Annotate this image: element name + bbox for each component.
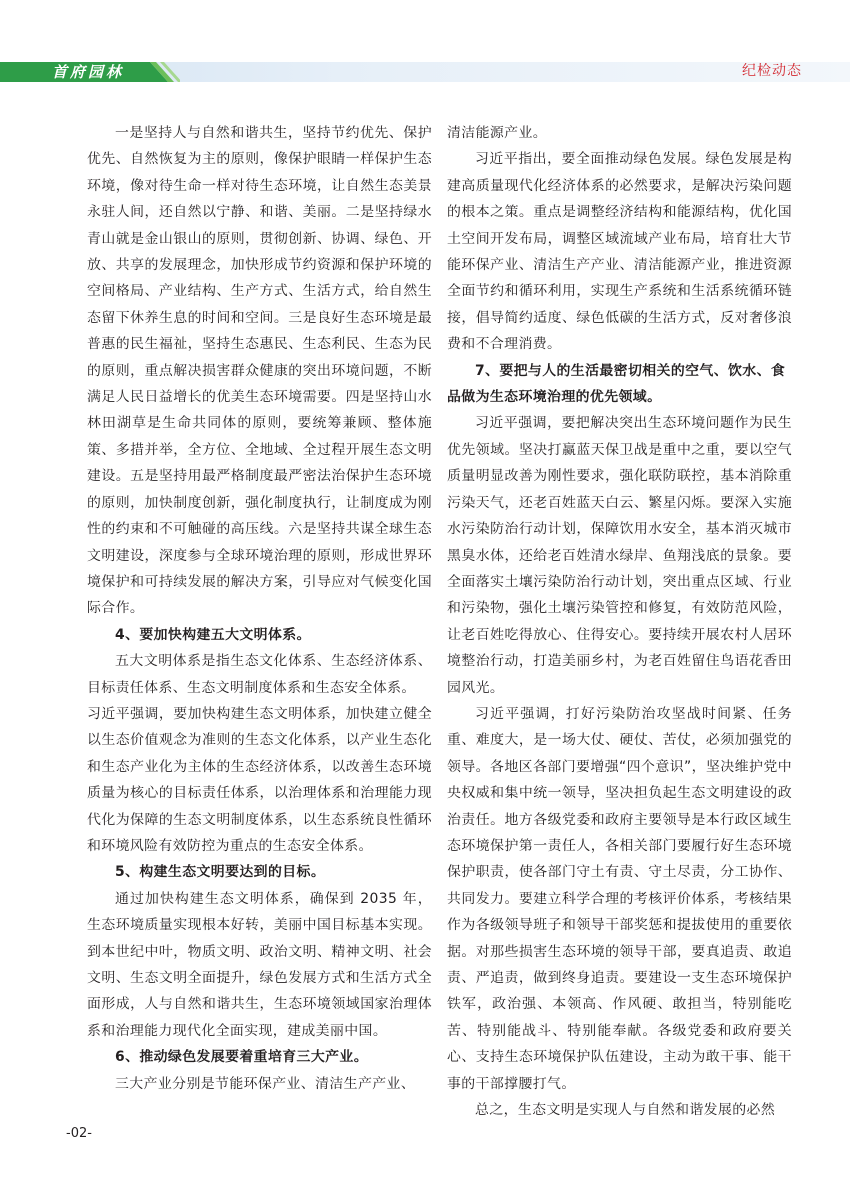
paragraph: 习近平强调，打好污染防治攻坚战时间紧、任务重、难度大，是一场大仗、硬仗、苦仗，必须加强党的领导。各地区各部门要增强“四个意识”，坚决维护党中央权威和集中统一领导，坚决担负起生态文明建设的政治责任。地方各级党委和政府主要领导是本行政区域生态环境保护第一责任人，各相关部门要履行好生态环境保护职责，使各部门守土有责、守土尽责，分工协作、共同发力。要建立科学合理的考核评价体系，考核结果作为各级领导班子和领导干部奖惩和提拔使用的重要依据。对那些损害生态环境的领导干部，要真追责、敢追责、严追责，做到终身追责。要建设一支生态环境保护铁军，政治强、本领高、作风硬、敢担当，特别能吃苦、特别能战斗、特别能奉献。各级党委和政府要关心、支持生态环境保护队伍建设，主动为敢干事、能干事的干部撑腰打气。 [447,705,792,1092]
paragraph: 习近平指出，要全面推动绿色发展。绿色发展是构建高质量现代化经济体系的必然要求，是解决污染问题的根本之策。重点是调整经济结构和能源结构，优化国土空间开发布局，调整区域流域产业布局，培育壮大节能环保产业、清洁生产产业、清洁能源产业，推进资源全面节约和循环利用，实现生产系统和生活系统循环链接，倡导简约适度、绿色低碳的生活方式，反对奢侈浪费和不合理消费。 [447,151,792,353]
section-heading: 7、要把与人的生活最密切相关的空气、饮水、食品做为生态环境治理的优先领域。 [447,362,786,406]
section-heading: 6、推动绿色发展要着重培育三大产业。 [115,1049,369,1066]
paragraph: 通过加快构建生态文明体系，确保到 2035 年，生态环境质量实现根本好转，美丽中国目标基本实现。到本世纪中叶，物质文明、政治文明、精神文明、社会文明、生态文明全面提升，绿色发展方式和生活方式全面形成，人与自然和谐共生，生态环境领域国家治理体系和治理能力现代化全面实现，建成美丽中国。 [87,890,432,1039]
section-label: 纪检动态 [742,63,802,79]
right-column [447,120,792,1123]
paragraph: 五大文明体系是指生态文化体系、生态经济体系、目标责任体系、生态文明制度体系和生态安全体系。 [87,653,432,696]
paragraph: 习近平强调，要把解决突出生态环境问题作为民生优先领域。坚决打赢蓝天保卫战是重中之重，要以空气质量明显改善为刚性要求，强化联防联控，基本消除重污染天气，还老百姓蓝天白云、繁星闪烁。要深入实施水污染防治行动计划，保障饮用水安全，基本消灭城市黑臭水体，还给老百姓清水绿岸、鱼翔浅底的景象。要全面落实土壤污染防治行动计划，突出重点区域、行业和污染物，强化土壤污染管控和修复，有效防范风险，让老百姓吃得放心、住得安心。要持续开展农村人居环境整治行动，打造美丽乡村，为老百姓留住鸟语花香田园风光。 [447,415,792,696]
paragraph: 习近平强调，要加快构建生态文明体系，加快建立健全以生态价值观念为准则的生态文化体系，以产业生态化和生态产业化为主体的生态经济体系，以改善生态环境质量为核心的目标责任体系，以治理体系和治理能力现代化为保障的生态文明制度体系，以生态系统良性循环和环境风险有效防控为重点的生态安全体系。 [87,705,432,854]
paragraph: 总之，生态文明是实现人与自然和谐发展的必然 [475,1102,776,1119]
magazine-logo: 首府园林 [52,63,125,81]
page-number: -02- [66,1126,92,1141]
paragraph: 一是坚持人与自然和谐共生，坚持节约优先、保护优先、自然恢复为主的原则，像保护眼睛一样保护生态环境，像对待生命一样对待生态环境，让自然生态美景永驻人间，还自然以宁静、和谐、美丽。二是坚持绿水青山就是金山银山的原则，贯彻创新、协调、绿色、开放、共享的发展理念，加快形成节约资源和保护环境的空间格局、产业结构、生产方式、生活方式，给自然生态留下休养生息的时间和空间。三是良好生态环境是最普惠的民生福祉，坚持生态惠民、生态利民、生态为民的原则，重点解决损害群众健康的突出环境问题，不断满足人民日益增长的优美生态环境需要。四是坚持山水林田湖草是生命共同体的原则，要统筹兼顾、整体施策、多措并举，全方位、全地域、全过程开展生态文明建设。五是坚持用最严格制度最严密法治保护生态环境的原则，加快制度创新，强化制度执行，让制度成为刚性的约束和不可触碰的高压线。六是坚持共谋全球生态文明建设，深度参与全球环境治理的原则，形成世界环境保护和可持续发展的解决方案，引导应对气候变化国际合作。 [87,125,432,617]
left-column [87,120,432,1097]
paragraph: 清洁能源产业。 [447,125,548,141]
section-heading: 5、构建生态文明要达到的目标。 [115,864,326,881]
paragraph: 三大产业分别是节能环保产业、清洁生产产业、 [115,1075,416,1092]
section-heading: 4、要加快构建五大文明体系。 [115,626,311,643]
